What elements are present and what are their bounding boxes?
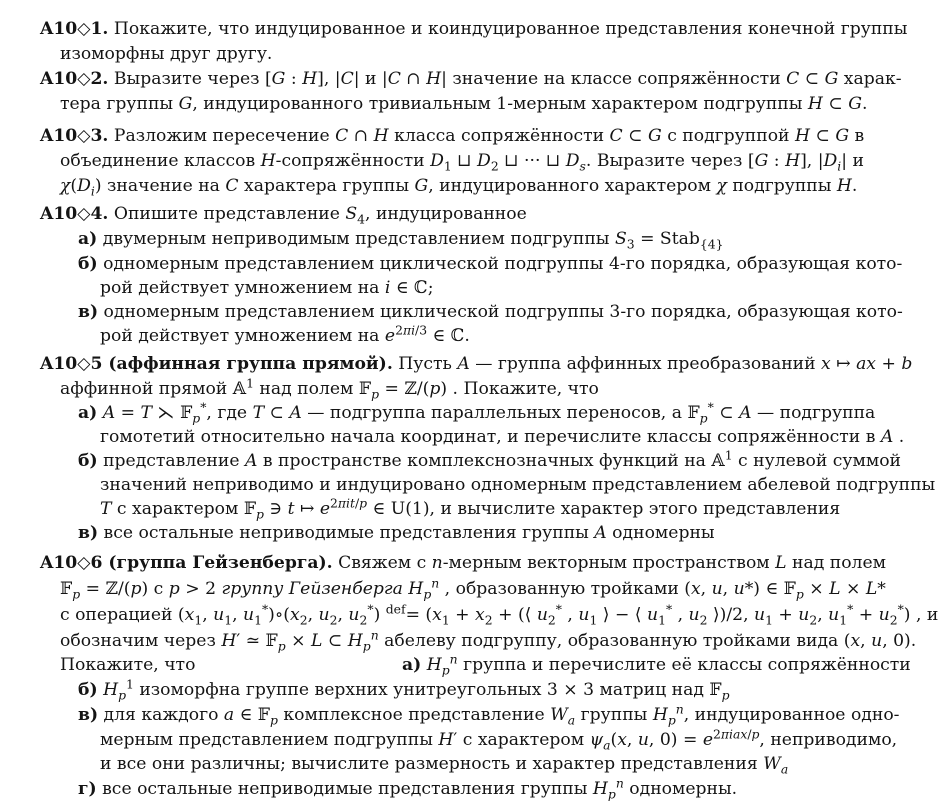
problem-text-line: 𝔽$_p$ = ℤ/(p) с p > 2 группу Гейзенберга $H_p^n$ , образованную тройками (x, u, u*) ∈ 𝔽$_p$ × L × L* [60, 577, 886, 601]
subitem-continuation: T с характером 𝔽$_p$ ∋ t ↦ $e^{2\pi it/p}$ ∈ U(1), и вычислите характер этого представления [100, 497, 841, 521]
subitem-continuation: и все они различны; вычислите размерность и характер представления $W_a$ [100, 754, 789, 776]
problem-text-line: аффинной прямой 𝔸$^1$ над полем 𝔽$_p$ = ℤ/(p) . Покажите, что [60, 377, 599, 401]
subitem-continuation: гомотетий относительно начала координат, и перечислите классы сопряжённости в A . [100, 427, 905, 447]
problem-text-line: $\chi(D_i)$ значение на C характера группы G, индуцированного характером χ подгруппы H. [60, 176, 858, 198]
subitem-continuation: рой действует умножением на $e^{2\pi i/3}$ ∈ ℂ. [100, 324, 470, 346]
problem-text-line: с операцией ($x_1$, $u_1$, $u_1^*)\circ(x_2$, $u_2$, $u_2^*$) $^{def}= (x_1 + x_2$ + (⟨ $u_2^*$ , $u_1$ ⟩ − ⟨ $u_1^*$ , $u_2$ ⟩)/2, $u_1 + u_2$, $u_1^* + u_2^*$) , и [60, 603, 939, 627]
subitem-continuation: мерным представлением подгруппы H′ с характером $\psi_a(x$, u, $0) = e^{2\pi iax/p}$, неприводимо, [100, 728, 898, 752]
problem-text-line: объединение классов H-сопряжённости $D_1$ ⊔ $D_2$ ⊔ ··· ⊔ $D_s$. Выразите через [G : H], $|D_i|$ и [60, 151, 864, 173]
subitem-c: в) одномерным представлением циклической подгруппы 3-го порядка, образующая кото- [78, 302, 903, 322]
problem-a10-1-heading: A10◇1. Покажите, что индуцированное и коиндуцированное представления конечной группы [40, 19, 908, 39]
subitem-continuation: рой действует умножением на i ∈ ℂ; [100, 278, 434, 298]
problem-text-line: обозначим через H′ ≃ 𝔽$_p$ × L ⊂ $H_p^n$ абелеву подгруппу, образованную тройками вида (x, u, 0). [60, 629, 917, 653]
subitem-b: б) представление A в пространстве комплекснозначных функций на 𝔸$^1$ с нулевой суммой [78, 449, 902, 471]
subitem-b: б) $H_p^1$ изоморфна группе верхних унитреугольных 3 × 3 матриц над 𝔽$_p$ [78, 678, 730, 702]
problem-a10-4-heading: A10◇4. Опишите представление $S_4$, индуцированное [40, 204, 527, 226]
problem-a10-3-heading: A10◇3. Разложим пересечение C ∩ H класса сопряжённости C ⊂ G с подгруппой H ⊂ G в [40, 126, 865, 146]
problem-a10-5-heading: A10◇5 (аффинная группа прямой). Пусть A — группа аффинных преобразований x ↦ ax + b [40, 354, 913, 374]
problem-a10-2-heading: A10◇2. Выразите через [G : H], |C| и |C ∩ H| значение на классе сопряжённости C ⊂ G харак- [40, 69, 902, 89]
problem-a10-6-heading: A10◇6 (группа Гейзенберга). Свяжем с n-мерным векторным пространством L над полем [40, 553, 887, 573]
subitem-continuation: значений неприводимо и индуцировано одномерным представлением абелевой подгруппы [100, 475, 936, 495]
subitem-a: а) A = T ⋋ 𝔽$_p$*, где T ⊂ A — подгруппа параллельных переносов, а 𝔽$_p$* ⊂ A — подгруппа [78, 401, 876, 425]
subitem-a: а) двумерным неприводимым представлением подгруппы $S_3$ = Stab$_{\{4\}}$ [78, 229, 724, 251]
problem-text-line: изоморфны друг другу. [60, 44, 273, 64]
subitem-c: в) для каждого a ∈ 𝔽$_p$ комплексное представление $W_a$ группы $H_p^n$, индуцированное одно- [78, 703, 900, 727]
problem-text-line: тера группы G, индуцированного тривиальным 1-мерным характером подгруппы H ⊂ G. [60, 94, 868, 114]
problem-text-line: Покажите, что [60, 655, 196, 675]
subitem-a: а) $H_p^n$ группа и перечислите её классы сопряжённости [402, 653, 911, 677]
subitem-b: б) одномерным представлением циклической подгруппы 4-го порядка, образующая кото- [78, 254, 903, 274]
subitem-d: г) все остальные неприводимые представления группы $H_p^n$ одномерны. [78, 777, 738, 801]
subitem-c: в) все остальные неприводимые представления группы A одномерны [78, 523, 715, 543]
